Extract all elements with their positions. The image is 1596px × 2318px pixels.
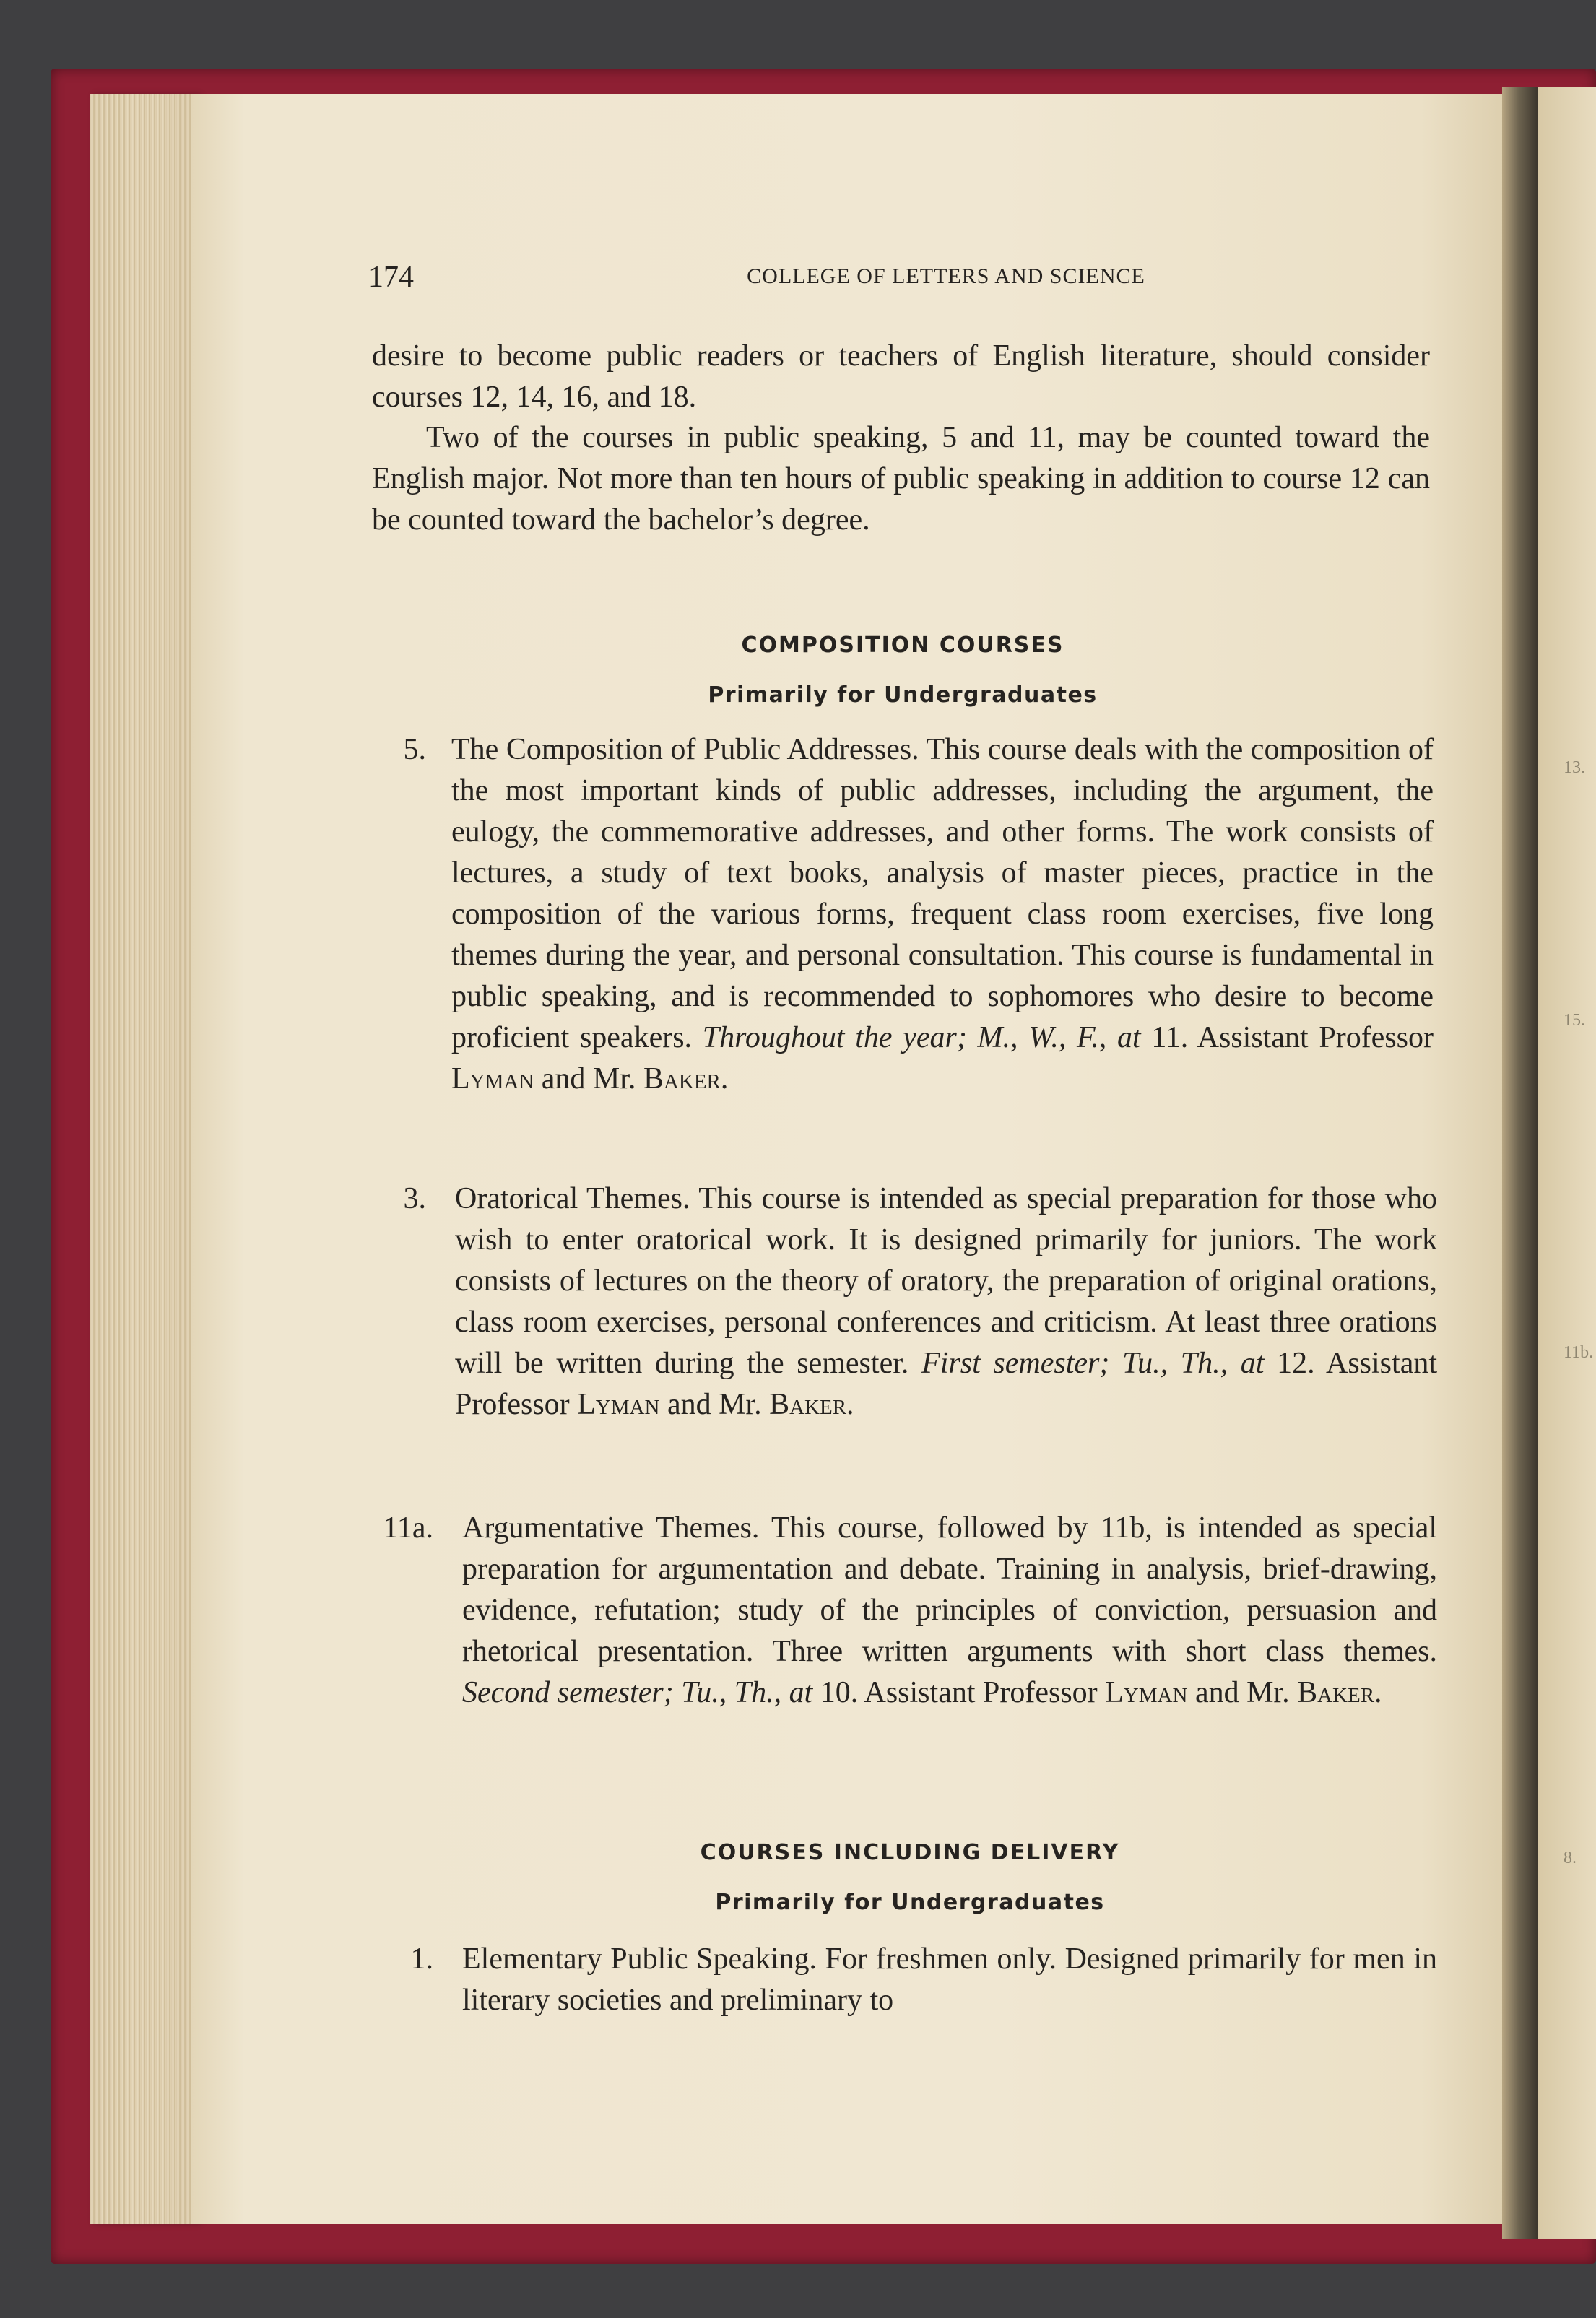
course-entry xyxy=(368,1939,1444,2026)
course-description xyxy=(455,1178,1437,1425)
course-entry xyxy=(361,1178,1437,1507)
course-hour: 10. xyxy=(820,1676,859,1709)
section-heading: COURSES INCLUDING DELIVERY xyxy=(700,1840,1120,1865)
instructor-name: Lyman xyxy=(1105,1676,1188,1709)
intro-paragraph-continued: desire to become public readers or teachers of English literature, should consider courses 12, 14, 16, and 18. xyxy=(372,339,1430,414)
running-head: COLLEGE OF LETTERS AND SCIENCE xyxy=(747,264,1145,288)
course-description xyxy=(451,729,1434,1100)
instructor-join: and Mr. xyxy=(541,1062,636,1095)
section-heading: COMPOSITION COURSES xyxy=(741,633,1064,658)
course-hour: 11. xyxy=(1151,1021,1189,1054)
section-subheading: Primarily for Undergraduates xyxy=(715,1890,1105,1915)
book-gutter xyxy=(1502,87,1538,2239)
intro-paragraph: Two of the courses in public speaking, 5 and 11, may be counted toward the English major. Not more than ten hours of public speaking in addition to course 12 can be counted toward the bachelor’s degree. xyxy=(372,421,1430,537)
margin-mark: 15. xyxy=(1564,1011,1585,1030)
instructor-name: Baker. xyxy=(643,1062,729,1095)
page-header xyxy=(368,260,1452,303)
course-number: 3. xyxy=(403,1182,426,1215)
instructor-title: Assistant Professor xyxy=(864,1676,1098,1709)
page-number: 174 xyxy=(368,261,414,294)
margin-mark: 8. xyxy=(1564,1849,1577,1867)
course-entry xyxy=(361,1508,1437,1797)
margin-mark: 11b. xyxy=(1564,1343,1594,1362)
section-subheading: Primarily for Undergraduates xyxy=(708,682,1098,708)
instructor-join: and Mr. xyxy=(667,1388,762,1421)
course-text: The Composition of Public Addresses. This course deals with the composition of the most important kinds of public addresses, including the argument, the eulogy, the commemorative addresses, and other forms. The work consists of lectures, a study of text books, analysis of master pieces, practice in the composition of the various forms, frequent class room exercises, five long themes during the year, and personal consultation. This course is fundamental in public speaking, and is recommended to sophomores who desire to become proficient speakers. xyxy=(451,733,1434,1054)
course-schedule: Throughout the year; M., W., F., at xyxy=(702,1021,1141,1054)
course-hour: 12. xyxy=(1277,1347,1315,1380)
course-description: Elementary Public Speaking. For freshmen only. Designed primarily for men in literary societies and preliminary to xyxy=(462,1942,1437,2017)
instructor-name: Lyman xyxy=(451,1062,534,1095)
instructor-join: and Mr. xyxy=(1194,1676,1290,1709)
course-schedule: Second semester; Tu., Th., at xyxy=(462,1676,813,1709)
course-schedule: First semester; Tu., Th., at xyxy=(921,1347,1265,1380)
page-edges xyxy=(90,94,199,2224)
instructor-name: Lyman xyxy=(577,1388,660,1421)
instructor-title: Assistant Professor xyxy=(1197,1021,1434,1054)
instructor-name: Baker. xyxy=(1297,1676,1382,1709)
instructor-title: Assistant Professor xyxy=(455,1347,1437,1421)
instructor-name: Baker. xyxy=(769,1388,854,1421)
course-number: 5. xyxy=(403,733,426,766)
course-number: 11a. xyxy=(383,1511,433,1545)
course-text: Argumentative Themes. This course, followed by 11b, is intended as special preparation for argumentation and debate. Training in analysis, brief-drawing, evidence, refutation; study of the principles of conviction, persuasion and rhetorical presentation. Three written arguments with short class themes. xyxy=(462,1511,1437,1668)
adjacent-page-edge xyxy=(1538,87,1596,2239)
margin-mark: 13. xyxy=(1564,758,1585,777)
course-entry xyxy=(361,729,1437,1177)
course-description xyxy=(462,1508,1437,1714)
course-number: 1. xyxy=(410,1942,433,1976)
course-text: Oratorical Themes. This course is intended as special preparation for those who wish to enter oratorical work. It is designed primarily for juniors. The work consists of lectures on the theory of oratory, the preparation of original orations, class room exercises, personal conferences and criticism. At least three orations will be written during the semester. xyxy=(455,1182,1437,1380)
